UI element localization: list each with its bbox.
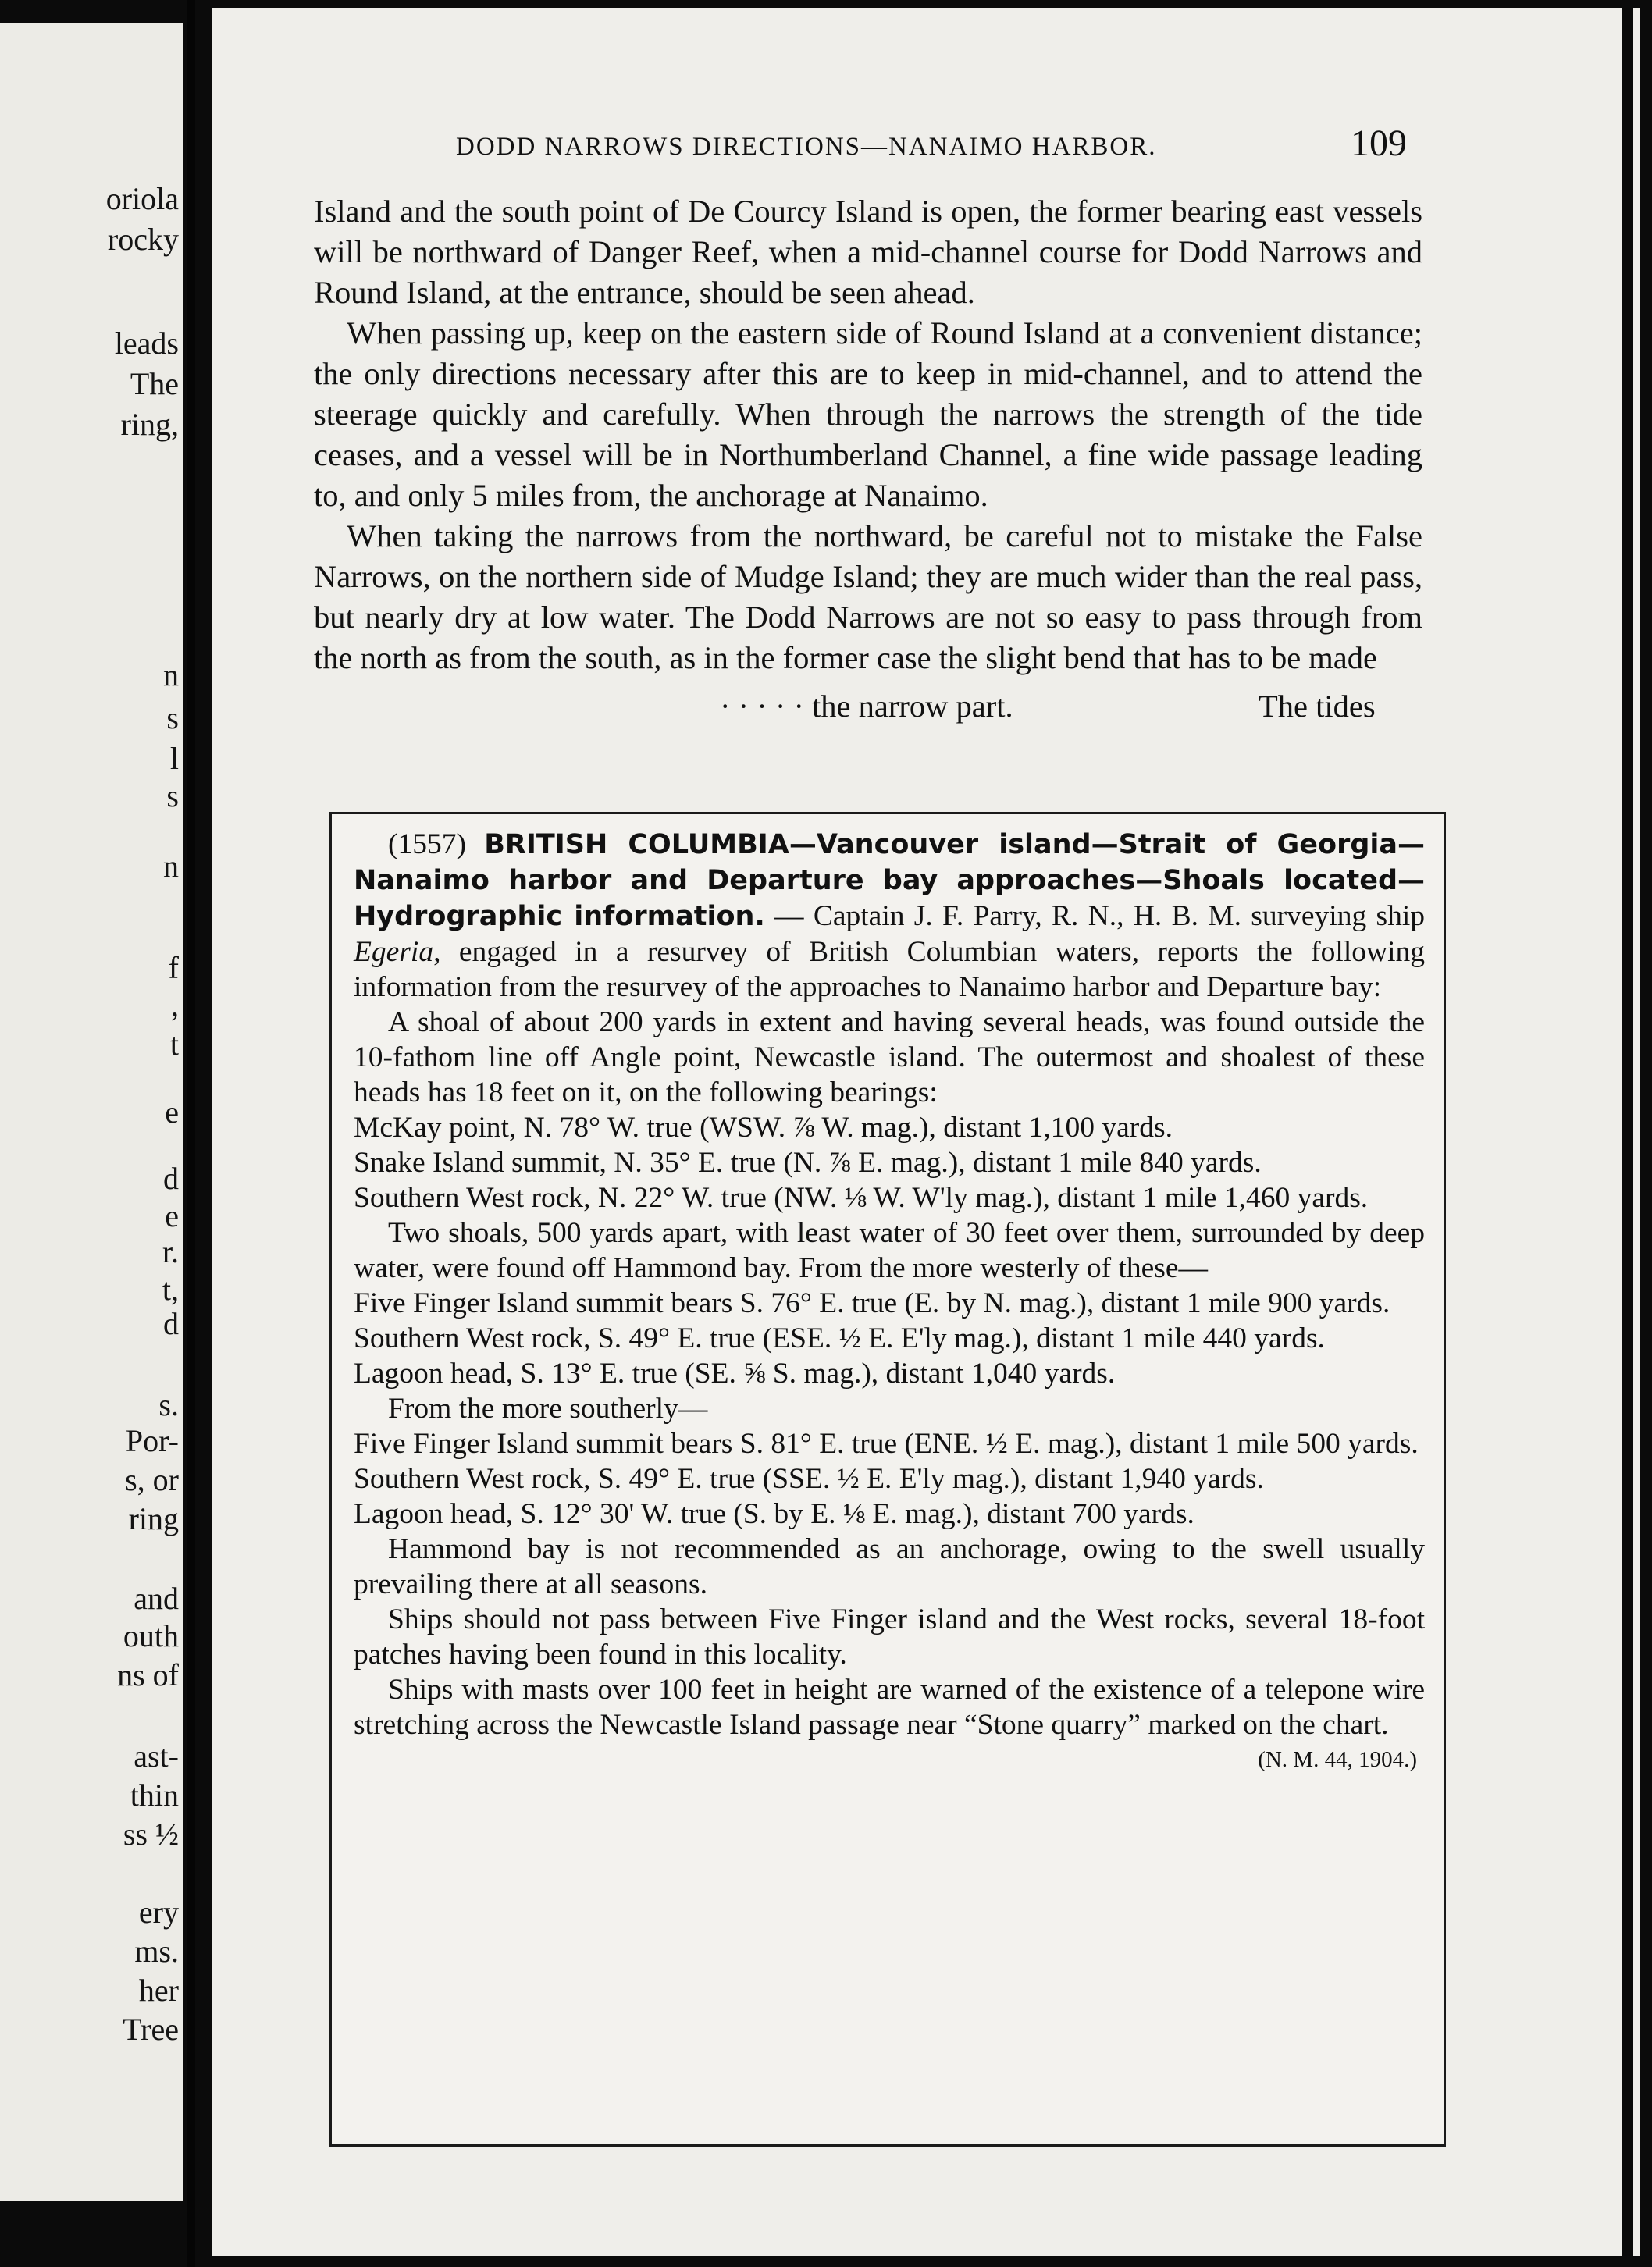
book-page: [212, 8, 1640, 2256]
paragraph-taking-narrows: When taking the narrows from the northward, be careful not to mistake the False Narrows, on the northern side of Mudge Island; they are much wider than the real pass, but nearly dry at low water. The Dodd Narrows are not so easy to pass through from the north as from the south, as in the former case the slight bend that has to be made: [314, 518, 1422, 675]
page-gutter: [187, 0, 195, 2267]
bearing-line: Lagoon head, S. 13° E. true (SE. ⅝ S. mag.), distant 1,040 yards.: [354, 1358, 1116, 1390]
from-southerly-line: From the more southerly—: [388, 1393, 708, 1425]
notice-to-mariners-clipping: [329, 812, 1446, 2147]
bearing-line: McKay point, N. 78° W. true (WSW. ⅞ W. mag.), distant 1,100 yards.: [354, 1112, 1173, 1144]
bearing-line: Southern West rock, S. 49° E. true (ESE. ½ E. E'ly mag.), distant 1 mile 440 yards.: [354, 1322, 1325, 1354]
facing-page-text-fragment: ss ½: [123, 1817, 179, 1852]
hammond-bay-paragraph: Hammond bay is not recommended as an anchorage, owing to the swell usually prevailing there at all seasons.: [354, 1533, 1425, 1600]
facing-page-text-fragment: e: [165, 1198, 179, 1233]
facing-page-text-fragment: r.: [162, 1234, 179, 1269]
bearing-line: Lagoon head, S. 12° 30' W. true (S. by E. ⅛ E. mag.), distant 700 yards.: [354, 1498, 1194, 1530]
facing-page-text-fragment: ery: [138, 1895, 179, 1930]
facing-page-text-fragment: ring: [128, 1501, 179, 1536]
clipped-text-right: The tides: [1259, 689, 1376, 724]
facing-page-text-fragment: s.: [158, 1387, 179, 1422]
facing-page-text-fragment: t: [169, 1027, 179, 1062]
bearing-line: Southern West rock, S. 49° E. true (SSE. ½ E. E'ly mag.), distant 1,940 yards.: [354, 1463, 1264, 1495]
notice-citation: (N. M. 44, 1904.): [1258, 1747, 1417, 1772]
paragraph-passing-up: When passing up, keep on the eastern side of Round Island at a convenient distance; the only directions necessary after this are to keep in mid-channel, and to attend the steerage quickly and carefully. When through the narrows the strength of the tide ceases, and a vessel will be in Northumberland Channel, a fine wide passage leading to, and only 5 miles from, the anchorage at Nanaimo.: [314, 315, 1422, 513]
facing-page-text-fragment: ,: [171, 988, 179, 1023]
notice-intro-end: , engaged in a resurvey of British Columbian waters, reports the following information from the resurvey of the approaches to Nanaimo harbor and Departure bay:: [354, 936, 1425, 1003]
facing-page-text-fragment: leads: [114, 326, 179, 361]
facing-page-text-fragment: ast-: [134, 1739, 179, 1774]
facing-page-fragment: [0, 23, 183, 2201]
facing-page-text-fragment: oriola: [105, 181, 179, 216]
facing-page-text-fragment: s: [166, 778, 179, 813]
shoal-paragraph: A shoal of about 200 yards in extent and having several heads, was found outside the 10-fathom line off Angle point, Newcastle island. The outermost and shoalest of these heads has 18 feet on it, on the following bearings:: [354, 1006, 1425, 1109]
facing-page-text-fragment: n: [163, 849, 179, 884]
wire-warning-paragraph: Ships with masts over 100 feet in height are warned of the existence of a telepone wire stretching across the Newcastle Island passage near “Stone quarry” marked on the chart.: [354, 1674, 1425, 1741]
facing-page-text-fragment: s, or: [125, 1462, 179, 1497]
bearing-line: Five Finger Island summit bears S. 76° E. true (E. by N. mag.), distant 1 mile 900 yards.: [354, 1287, 1390, 1319]
facing-page-text-fragment: d: [163, 1161, 179, 1196]
clipped-text-left: · · · · · the narrow part.: [720, 689, 1013, 724]
clipped-text-line: [314, 678, 1422, 724]
facing-page-text-fragment: thin: [130, 1778, 179, 1813]
bearing-line: Five Finger Island summit bears S. 81° E. true (ENE. ½ E. mag.), distant 1 mile 500 yards.: [354, 1428, 1419, 1460]
facing-page-text-fragment: Por-: [125, 1423, 179, 1458]
facing-page-text-fragment: s: [166, 700, 179, 735]
facing-page-text-fragment: f: [168, 950, 179, 985]
facing-page-text-fragment: rocky: [107, 222, 179, 257]
page-number: 109: [1351, 123, 1407, 164]
facing-page-text-fragment: and: [134, 1581, 179, 1616]
facing-page-text-fragment: l: [169, 741, 179, 776]
ship-name: Egeria: [354, 936, 434, 968]
paragraph-continuation: Island and the south point of De Courcy Island is open, the former bearing east vessels will be northward of Danger Reef, when a mid-channel course for Dodd Narrows and Round Island, at the entrance, should be seen ahead.: [314, 194, 1422, 310]
running-title: DODD NARROWS DIRECTIONS—NANAIMO HARBOR.: [456, 133, 1157, 161]
facing-page-text-fragment: outh: [123, 1618, 179, 1653]
bearing-line: Snake Island summit, N. 35° E. true (N. ⅞ E. mag.), distant 1 mile 840 yards.: [354, 1147, 1262, 1179]
facing-page-text-fragment: d: [163, 1306, 179, 1341]
notice-intro-start: — Captain J. F. Parry, R. N., H. B. M. surveying ship: [774, 900, 1425, 932]
facing-page-text-fragment: n: [163, 657, 179, 692]
facing-page-text-fragment: The: [130, 366, 179, 401]
notice-headline: BRITISH COLUMBIA—Vancouver island—Strait of Georgia—Nanaimo harbor and Departure bay approaches—Shoals located—Hydrographic information.: [354, 829, 1425, 932]
page-edge-shadow: [1622, 8, 1633, 2256]
facing-page-text-fragment: t,: [162, 1272, 179, 1307]
facing-page-text-fragment: e: [165, 1094, 179, 1130]
facing-page-text-fragment: ns of: [117, 1657, 179, 1692]
facing-page-text-fragment: Tree: [123, 2012, 179, 2047]
running-head: [212, 123, 1640, 180]
facing-page-text-fragment: ms.: [134, 1934, 179, 1969]
ships-caution-paragraph: Ships should not pass between Five Finger island and the West rocks, several 18-foot patches having been found in this locality.: [354, 1603, 1425, 1671]
clipping-lead: [354, 827, 1425, 1005]
body-text: [314, 191, 1422, 812]
bearing-line: Southern West rock, N. 22° W. true (NW. ⅛ W. W'ly mag.), distant 1 mile 1,460 yards.: [354, 1182, 1369, 1214]
notice-number: (1557): [388, 828, 466, 860]
facing-page-text-fragment: ring,: [120, 407, 179, 442]
two-shoals-paragraph: Two shoals, 500 yards apart, with least water of 30 feet over them, surrounded by deep water, were found off Hammond bay. From the more westerly of these—: [354, 1217, 1425, 1284]
facing-page-text-fragment: her: [138, 1973, 179, 2008]
